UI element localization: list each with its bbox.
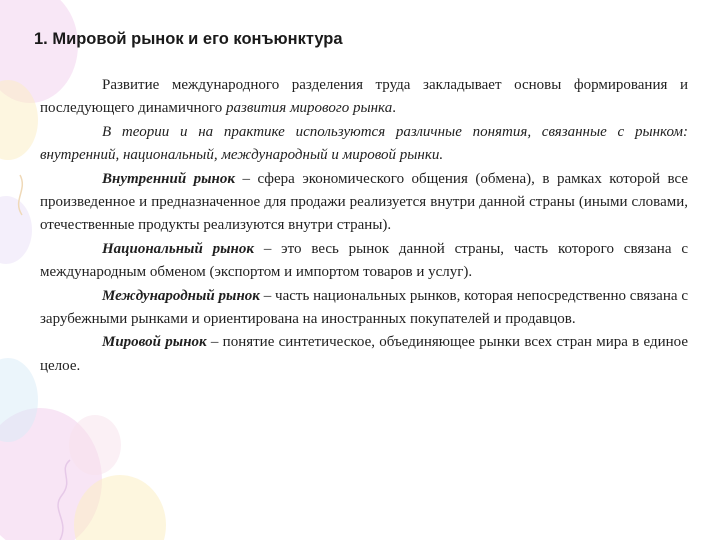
paragraph-national-market <box>40 238 688 285</box>
paragraph-concepts: В теории и на практике используются различные понятия, связанные с рынком: внутренний, национальный, международный и мировой рынки. <box>40 123 688 164</box>
emphasis-text: развития мирового рынка <box>226 100 393 117</box>
balloon-shape <box>69 415 121 475</box>
paragraph-text: Развитие международного разделения труда закладывает основы формирования и последующего динамичного <box>40 77 688 117</box>
paragraph-end: . <box>392 100 396 117</box>
definition-national-market: – это весь рынок данной страны, часть которого связана с международным обменом (экспортом и импортом товаров и услуг). <box>40 240 688 281</box>
term-international-market: Международный рынок <box>102 287 260 304</box>
paragraph-domestic-market <box>40 168 688 238</box>
paragraph-intro <box>40 74 688 121</box>
slide-title: 1. Мировой рынок и его конъюнктура <box>34 30 343 48</box>
definition-domestic-market: – сфера экономического общения (обмена), в рамках которой все произведенное и предназначенное для продажи реализуется внутри данной страны (иными словами, отечественные продукты реализуются внутри страны). <box>40 170 688 234</box>
paragraph-world-market <box>40 331 688 378</box>
paragraph-international-market <box>40 285 688 332</box>
term-world-market: Мировой рынок <box>102 334 207 351</box>
term-domestic-market: Внутренний рынок <box>102 170 235 187</box>
definition-international-market: – часть национальных рынков, которая непосредственно связана с зарубежными рынками и ориентирована на иностранных покупателей и продавцов. <box>40 287 688 328</box>
term-national-market: Национальный рынок <box>102 240 254 257</box>
definition-world-market: – понятие синтетическое, объединяющее рынки всех стран мира в единое целое. <box>40 334 688 374</box>
balloon-shape <box>0 196 32 264</box>
slide-body <box>40 74 688 378</box>
